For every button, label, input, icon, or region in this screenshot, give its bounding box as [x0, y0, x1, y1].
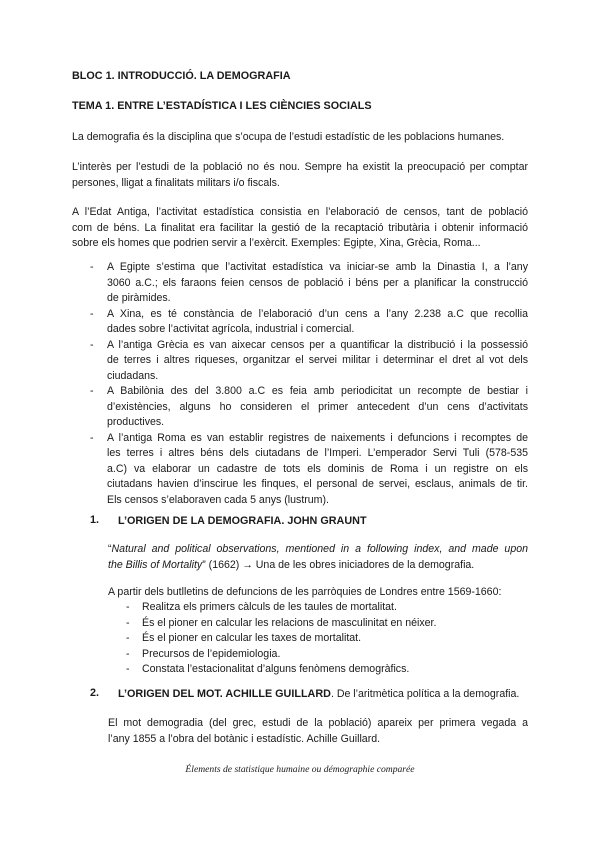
dash-bullet: - [90, 385, 94, 397]
list-item-text: Precursos de l’epidemiologia. [142, 647, 281, 660]
tema-title: TEMA 1. ENTRE L’ESTADÍSTICA I LES CIÈNCIES SOCIALS [72, 100, 372, 112]
paragraph-antiquity [72, 205, 528, 252]
list-item [72, 600, 528, 616]
list-item-text: Realitza els primers càlculs de les taules de mortalitat. [142, 601, 397, 613]
dash-bullet: - [126, 601, 130, 613]
list-item-line: ciutadans havien d’inscirue les finques, el personal de servei, esclaus, animals de tir. [107, 478, 528, 490]
section-1-title: L’ORIGEN DE LA DEMOGRAFIA. JOHN GRAUNT [118, 515, 367, 527]
section-2-number: 2. [90, 687, 100, 699]
antiquity-list [72, 260, 528, 508]
list-item-line: Els censos s’elaboraven cada 5 anys (lustrum). [107, 493, 329, 506]
quote-title-part: Natural and political observations, mentioned in a following index, and made upon [111, 543, 528, 555]
paragraph-line: A l’Edat Antiga, l’activitat estadística consistia en l’elaboració de censos, tant de població [72, 206, 528, 218]
list-item [72, 616, 528, 632]
paragraph-definition: La demografia és la disciplina que s’ocupa de l’estudi estadístic de les poblacions humanes. [72, 131, 505, 143]
graunt-list [72, 600, 528, 678]
paragraph-interest [72, 160, 528, 191]
list-item-line: A Babilònia des del 3.800 a.C es feia amb periodicitat un recompte de bestiar i [107, 385, 528, 397]
list-item-text: És el pioner en calcular les relacions de masculinitat en néixer. [142, 616, 437, 629]
dash-bullet: - [126, 647, 130, 660]
list-item [72, 631, 528, 647]
section-2-title: L’ORIGEN DEL MOT. ACHILLE GUILLARD [118, 688, 331, 700]
dash-bullet: - [90, 261, 94, 273]
guillard-paragraph [108, 716, 528, 747]
paragraph-line: L’interès per l’estudi de la població no és nou. Sempre ha existit la preocupació per comptar [72, 161, 528, 173]
list-item [72, 384, 528, 431]
list-item [72, 431, 528, 509]
quote-rest: ” (1662) → Una de les obres iniciadores de la demografia. [202, 558, 475, 571]
list-item-line: A l’antiga Roma es van establir registres de naixements i defuncions i recomptes de [107, 431, 528, 444]
dash-bullet: - [126, 632, 130, 644]
quote-open: “ [108, 543, 112, 555]
list-item-line: de piràmides. [107, 292, 171, 304]
section-1-number: 1. [90, 514, 100, 526]
paragraph-line: persones, lligat a finalitats militars i/o fiscals. [72, 176, 280, 189]
dash-bullet: - [126, 616, 130, 629]
list-item-line: dades sobre l’activitat agrícola, industrial i comercial. [107, 323, 355, 335]
paragraph-line: l’any 1855 a l’obra del botànic i estadístic. Achille Guillard. [108, 732, 381, 745]
paragraph-line: sobre els homes que podrien servir a l’exèrcit. Exemples: Egipte, Xina, Grècia, Roma... [72, 237, 481, 249]
list-item-line: de terres i altres riqueses, organitzar el servei militar i determinar el dret al vot dels [107, 354, 528, 366]
list-item [72, 307, 528, 338]
quote-line [108, 558, 528, 574]
list-item-line: d’existències, alguns ho consideren el primer antecedent d’un cens d’activitats [107, 400, 528, 413]
list-item [72, 662, 528, 678]
list-item-line: productives. [107, 416, 165, 428]
quote-title-part: the Billis of Mortality [108, 558, 203, 571]
list-item-line: A Egipte s’estima que l’activitat estadística va iniciar-se amb la Dinastia I, a l’any [107, 261, 528, 273]
dash-bullet: - [90, 307, 94, 320]
list-item-text: És el pioner en calcular les taxes de mortalitat. [142, 632, 362, 644]
list-item [72, 338, 528, 385]
dash-bullet: - [126, 663, 130, 675]
list-item-line: les terres i altres béns dels ciutadans de l’Imperi. L’emperador Servi Tuli (578-535 [107, 447, 528, 459]
list-item [72, 260, 528, 307]
list-item-line: a.C) va elaborar un cadastre de tots els dominis de Roma i un registre on els [107, 462, 528, 475]
quote-line [108, 542, 528, 558]
book-caption: Élements de statistique humaine ou démographie comparée [185, 764, 415, 775]
paragraph-line: com de béns. La finalitat era facilitar la gestió de la recaptació tributària i obtenir informació [72, 221, 528, 234]
list-item [72, 647, 528, 663]
graunt-quote [108, 542, 528, 573]
section-2-subtitle: . De l’aritmètica política a la demografia. [330, 688, 520, 700]
list-item-line: 3060 a.C.; els faraons feien censos de població i béns per a planificar la construcció [107, 276, 528, 289]
bloc-title: BLOC 1. INTRODUCCIÓ. LA DEMOGRAFIA [72, 70, 291, 82]
section-2-heading [118, 687, 528, 703]
list-item-line: A l’antiga Grècia es van aixecar censos per a quantificar la distribució i la possessió [107, 338, 528, 351]
list-item-line: A Xina, es té constància de l’elaboració d’un cens a l’any 2.238 a.C que recollia [107, 307, 528, 320]
graunt-intro: A partir dels butlletins de defuncions de les parròquies de Londres entre 1569-1660: [108, 586, 502, 598]
list-item-line: ciudadans. [107, 369, 159, 382]
list-item-text: Constata l’estacionalitat d’alguns fenòmens demogràfics. [142, 663, 410, 675]
paragraph-line: El mot demogradia (del grec, estudi de la població) apareix per primera vegada a [108, 717, 528, 729]
dash-bullet: - [90, 338, 94, 351]
dash-bullet: - [90, 431, 94, 444]
